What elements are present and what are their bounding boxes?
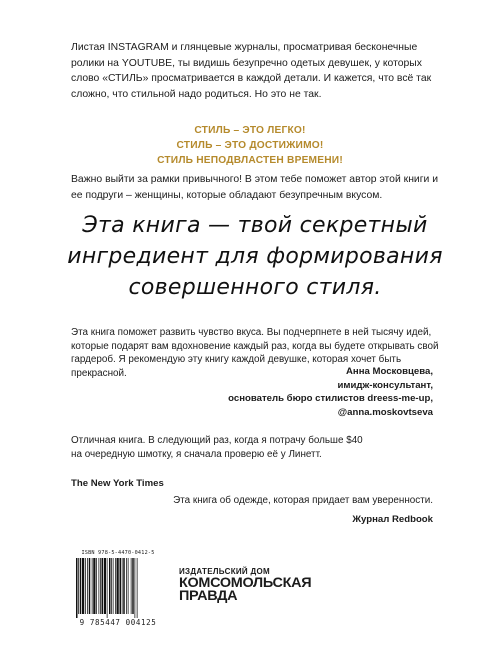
- publisher-small-label: ИЗДАТЕЛЬСКИЙ ДОМ: [179, 567, 270, 576]
- barcode-bar: [123, 558, 125, 614]
- barcode-bar: [82, 558, 84, 614]
- gold-slogans: [0, 123, 500, 168]
- barcode-bar: [89, 558, 91, 614]
- barcode-bar: [109, 558, 111, 614]
- barcode-bar: [104, 558, 106, 614]
- publisher-name-line-1: КОМСОМОЛЬСКАЯ: [179, 574, 312, 590]
- barcode-bar: [115, 558, 116, 614]
- gold-slogan-1: СТИЛЬ – ЭТО ЛЕГКО!: [194, 125, 306, 136]
- handwritten-tagline: [60, 210, 450, 303]
- barcode-bar: [96, 558, 97, 614]
- barcode-bar: [113, 558, 114, 614]
- barcode-bar: [78, 558, 79, 614]
- barcode-bar: [131, 558, 132, 614]
- barcode-bar: [120, 558, 122, 614]
- barcode-bar: [100, 558, 101, 614]
- barcode-bar: [128, 558, 129, 614]
- barcode-bar: [137, 558, 138, 618]
- barcode-bar: [111, 558, 112, 614]
- barcode-bar: [99, 558, 100, 614]
- signature-name: Анна Московцева,: [345, 366, 433, 377]
- barcode-bar: [135, 558, 136, 618]
- tagline-line-1: Эта книга — твой секретный: [82, 213, 428, 238]
- review-quote-1: Эта книга поможет развить чувство вкуса. Вы подчерпнете в ней тысячу идей, которые подарят вам вдохновение каждый раз, когда вы будете открывать свой гардероб. Я рекомендую эту книгу каждой девушке, которая хочет быть прекрасной.: [71, 327, 439, 379]
- signature-handle: @anna.moskovtseva: [337, 406, 433, 418]
- barcode-bar: [122, 558, 123, 614]
- tagline-line-3: совершенного стиля.: [128, 275, 382, 300]
- barcode-bar: [87, 558, 88, 614]
- review-signature: [228, 365, 433, 419]
- barcode-number: 9 785447 004125: [79, 618, 157, 627]
- barcode-bar: [92, 558, 93, 614]
- barcode-bar: [80, 558, 82, 614]
- isbn-number: ISBN 978-5-4470-0412-5: [81, 550, 155, 556]
- barcode-bar: [76, 558, 78, 618]
- review-source-3: Журнал Redbook: [352, 514, 433, 525]
- barcode-bar: [107, 558, 108, 618]
- gold-slogan-2: СТИЛЬ – ЭТО ДОСТИЖИМО!: [176, 140, 324, 151]
- review-quote-2: Отличная книга. В следующий раз, когда я потрачу больше $40 на очередную шмотку, я сначала проверю её у Линетт.: [71, 435, 363, 460]
- review-source-2: The New York Times: [71, 478, 164, 489]
- barcode-bar: [132, 558, 134, 614]
- gold-slogan-3: СТИЛЬ НЕПОДВЛАСТЕН ВРЕМЕНИ!: [157, 155, 343, 166]
- publisher-logo: [179, 567, 319, 601]
- signature-company: основатель бюро стилистов dreess-me-up,: [228, 393, 433, 405]
- barcode-bar: [126, 558, 127, 614]
- barcode-bar: [117, 558, 119, 614]
- intro-paragraph: Листая INSTAGRAM и глянцевые журналы, просматривая бесконечные ролики на YOUTUBE, ты видишь безупречно одетых девушек, у которых слово «СТИЛЬ» просматривается в каждой детали. И кажется, что всё так сложно, что стильной надо родиться. Но это не так.: [71, 42, 432, 100]
- signature-role: имидж-консультант,: [337, 379, 433, 391]
- review-quote-3: Эта книга об одежде, которая придает вам уверенности.: [173, 495, 433, 506]
- tagline-line-2: ингредиент для формирования: [67, 244, 443, 269]
- publisher-name-line-2: ПРАВДА: [179, 586, 238, 603]
- barcode: [69, 550, 167, 628]
- barcode-bar: [85, 558, 86, 614]
- barcode-bar: [102, 558, 104, 614]
- barcode-bars: [75, 558, 161, 618]
- second-paragraph: Важно выйти за рамки привычного! В этом тебе поможет автор этой книги и ее подруги – женщины, которые обладают безупречным вкусом.: [71, 174, 439, 201]
- barcode-bar: [93, 558, 95, 614]
